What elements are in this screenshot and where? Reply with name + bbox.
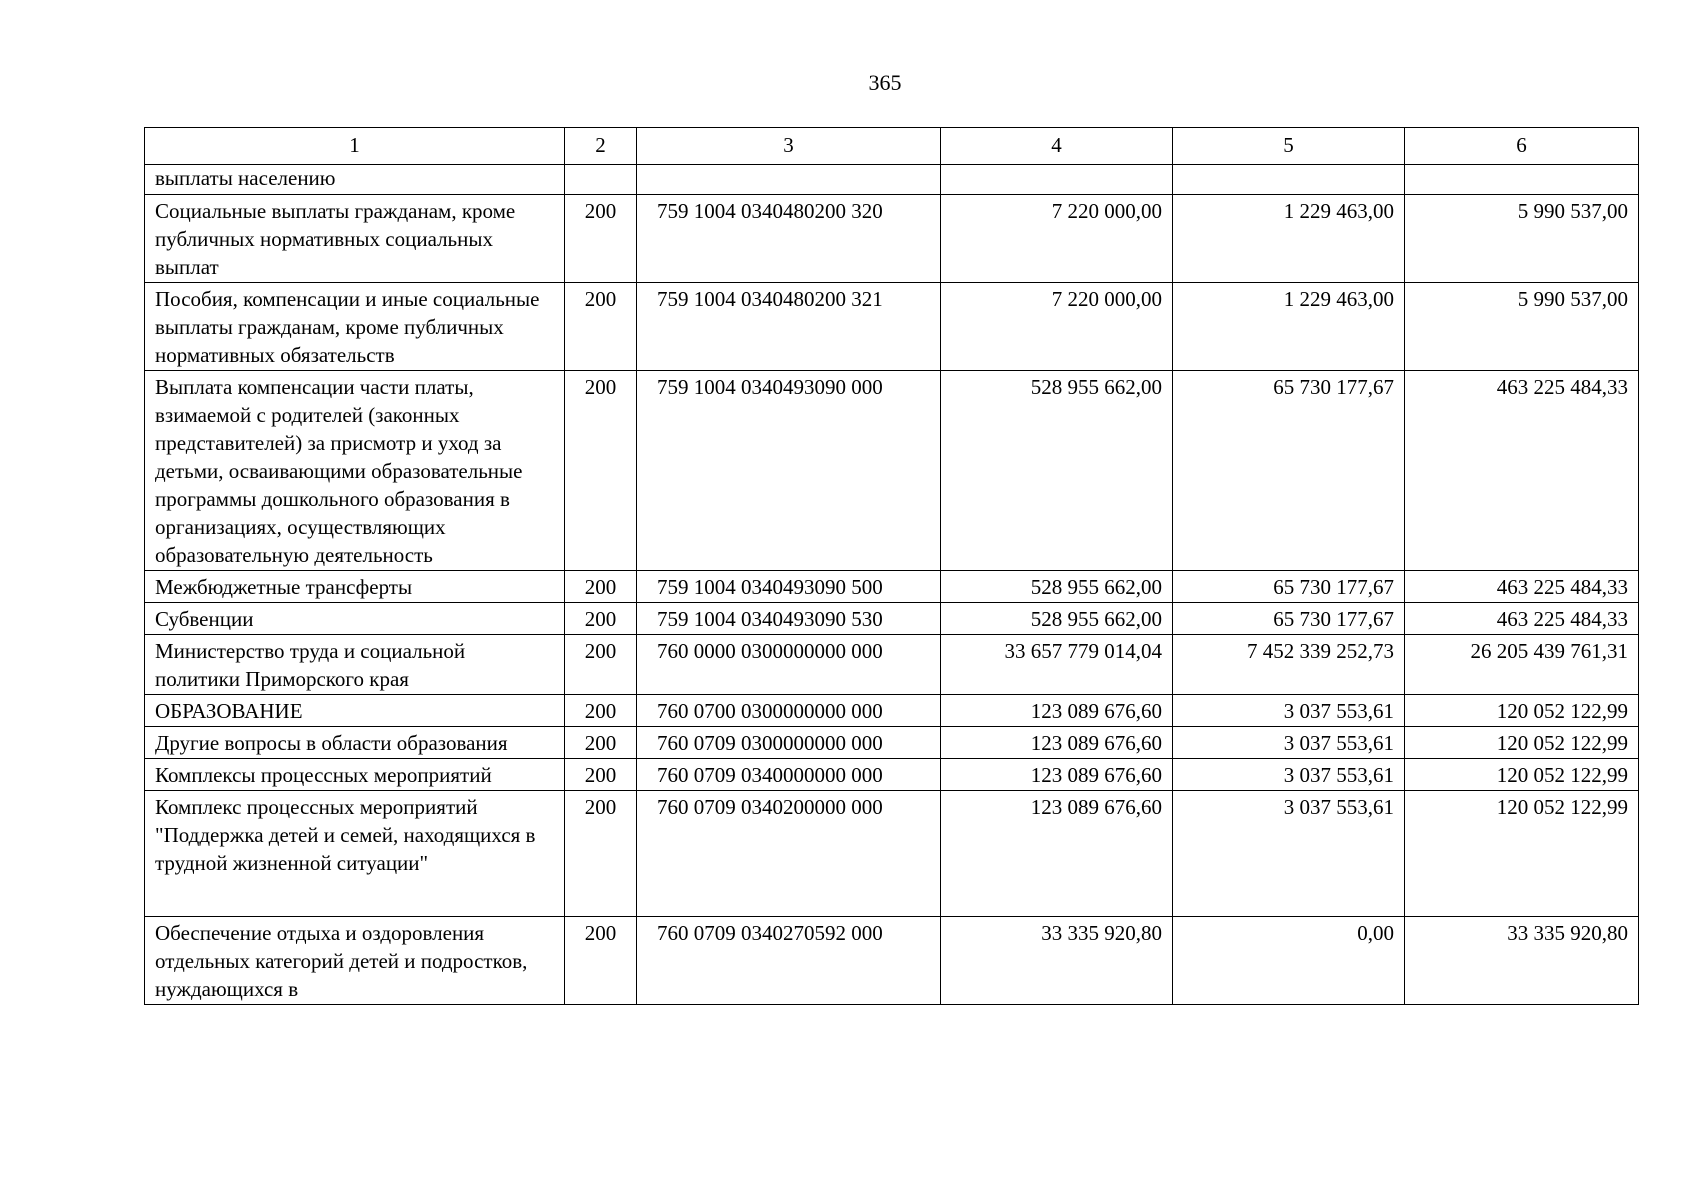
row-name: Пособия, компенсации и иные социальные выплаты гражданам, кроме публичных нормативных обязательств: [145, 283, 565, 371]
row-classification: 760 0000 0300000000 000: [637, 635, 941, 695]
row-approved: 528 955 662,00: [941, 603, 1173, 635]
row-code: 200: [565, 635, 637, 695]
row-unexecuted: 463 225 484,33: [1405, 603, 1639, 635]
row-classification: 760 0709 0300000000 000: [637, 727, 941, 759]
row-executed: 3 037 553,61: [1173, 727, 1405, 759]
table-row: [145, 283, 1639, 371]
budget-table: [144, 127, 1639, 1005]
header-row: [145, 128, 1639, 165]
row-name: Субвенции: [145, 603, 565, 635]
row-approved: 33 657 779 014,04: [941, 635, 1173, 695]
table-row: [145, 371, 1639, 571]
row-classification: 759 1004 0340493090 530: [637, 603, 941, 635]
row-unexecuted: 463 225 484,33: [1405, 371, 1639, 571]
header-col-2: 2: [565, 128, 637, 165]
table-row: [145, 165, 1639, 195]
row-approved: 7 220 000,00: [941, 283, 1173, 371]
table-row: [145, 759, 1639, 791]
table-header: [145, 128, 1639, 165]
header-col-1: 1: [145, 128, 565, 165]
header-col-6: 6: [1405, 128, 1639, 165]
row-unexecuted: 463 225 484,33: [1405, 571, 1639, 603]
row-classification: [637, 165, 941, 195]
row-code: 200: [565, 195, 637, 283]
row-classification: 759 1004 0340493090 500: [637, 571, 941, 603]
row-executed: 65 730 177,67: [1173, 371, 1405, 571]
header-col-5: 5: [1173, 128, 1405, 165]
row-code: 200: [565, 603, 637, 635]
row-executed: 7 452 339 252,73: [1173, 635, 1405, 695]
row-classification: 759 1004 0340493090 000: [637, 371, 941, 571]
row-approved: 123 089 676,60: [941, 727, 1173, 759]
row-approved: 528 955 662,00: [941, 371, 1173, 571]
table-row: [145, 195, 1639, 283]
row-unexecuted: 120 052 122,99: [1405, 695, 1639, 727]
row-unexecuted: [1405, 165, 1639, 195]
row-code: 200: [565, 371, 637, 571]
row-name: Комплексы процессных мероприятий: [145, 759, 565, 791]
page-number: 365: [868, 70, 902, 95]
row-approved: 528 955 662,00: [941, 571, 1173, 603]
row-name: Социальные выплаты гражданам, кроме публичных нормативных социальных выплат: [145, 195, 565, 283]
row-code: 200: [565, 283, 637, 371]
table-row: [145, 695, 1639, 727]
row-executed: 65 730 177,67: [1173, 571, 1405, 603]
table-row: [145, 571, 1639, 603]
table-row: [145, 727, 1639, 759]
header-col-3: 3: [637, 128, 941, 165]
row-code: 200: [565, 727, 637, 759]
row-executed: 65 730 177,67: [1173, 603, 1405, 635]
row-code: [565, 165, 637, 195]
row-executed: 1 229 463,00: [1173, 195, 1405, 283]
row-unexecuted: 120 052 122,99: [1405, 727, 1639, 759]
row-unexecuted: 120 052 122,99: [1405, 759, 1639, 791]
table-body: [145, 165, 1639, 1005]
header-col-4: 4: [941, 128, 1173, 165]
row-classification: 759 1004 0340480200 321: [637, 283, 941, 371]
row-classification: 759 1004 0340480200 320: [637, 195, 941, 283]
table-row: [145, 791, 1639, 917]
row-approved: 123 089 676,60: [941, 759, 1173, 791]
row-approved: 33 335 920,80: [941, 917, 1173, 1005]
row-code: 200: [565, 571, 637, 603]
table-row: [145, 917, 1639, 1005]
row-name: Министерство труда и социальной политики Приморского края: [145, 635, 565, 695]
row-classification: 760 0709 0340000000 000: [637, 759, 941, 791]
row-name: ОБРАЗОВАНИЕ: [145, 695, 565, 727]
row-name: Межбюджетные трансферты: [145, 571, 565, 603]
row-code: 200: [565, 695, 637, 727]
row-approved: 123 089 676,60: [941, 695, 1173, 727]
row-name: Другие вопросы в области образования: [145, 727, 565, 759]
row-name: Выплата компенсации части платы, взимаемой с родителей (законных представителей) за присмотр и уход за детьми, осваивающими образовательные программы дошкольного образования в организациях, осуществляющих образовательную деятельность: [145, 371, 565, 571]
row-code: 200: [565, 917, 637, 1005]
row-code: 200: [565, 759, 637, 791]
table-row: [145, 603, 1639, 635]
table-row: [145, 635, 1639, 695]
row-executed: 1 229 463,00: [1173, 283, 1405, 371]
row-approved: [941, 165, 1173, 195]
row-code: 200: [565, 791, 637, 917]
row-executed: 3 037 553,61: [1173, 695, 1405, 727]
row-name: Комплекс процессных мероприятий "Поддержка детей и семей, находящихся в трудной жизненной ситуации": [145, 791, 565, 917]
row-unexecuted: 120 052 122,99: [1405, 791, 1639, 917]
row-unexecuted: 26 205 439 761,31: [1405, 635, 1639, 695]
row-executed: 3 037 553,61: [1173, 759, 1405, 791]
row-name: Обеспечение отдыха и оздоровления отдельных категорий детей и подростков, нуждающихся в: [145, 917, 565, 1005]
row-classification: 760 0700 0300000000 000: [637, 695, 941, 727]
row-unexecuted: 5 990 537,00: [1405, 195, 1639, 283]
row-approved: 7 220 000,00: [941, 195, 1173, 283]
row-classification: 760 0709 0340200000 000: [637, 791, 941, 917]
row-unexecuted: 5 990 537,00: [1405, 283, 1639, 371]
row-unexecuted: 33 335 920,80: [1405, 917, 1639, 1005]
row-name: выплаты населению: [145, 165, 565, 195]
row-executed: 3 037 553,61: [1173, 791, 1405, 917]
row-executed: [1173, 165, 1405, 195]
row-approved: 123 089 676,60: [941, 791, 1173, 917]
row-classification: 760 0709 0340270592 000: [637, 917, 941, 1005]
row-executed: 0,00: [1173, 917, 1405, 1005]
